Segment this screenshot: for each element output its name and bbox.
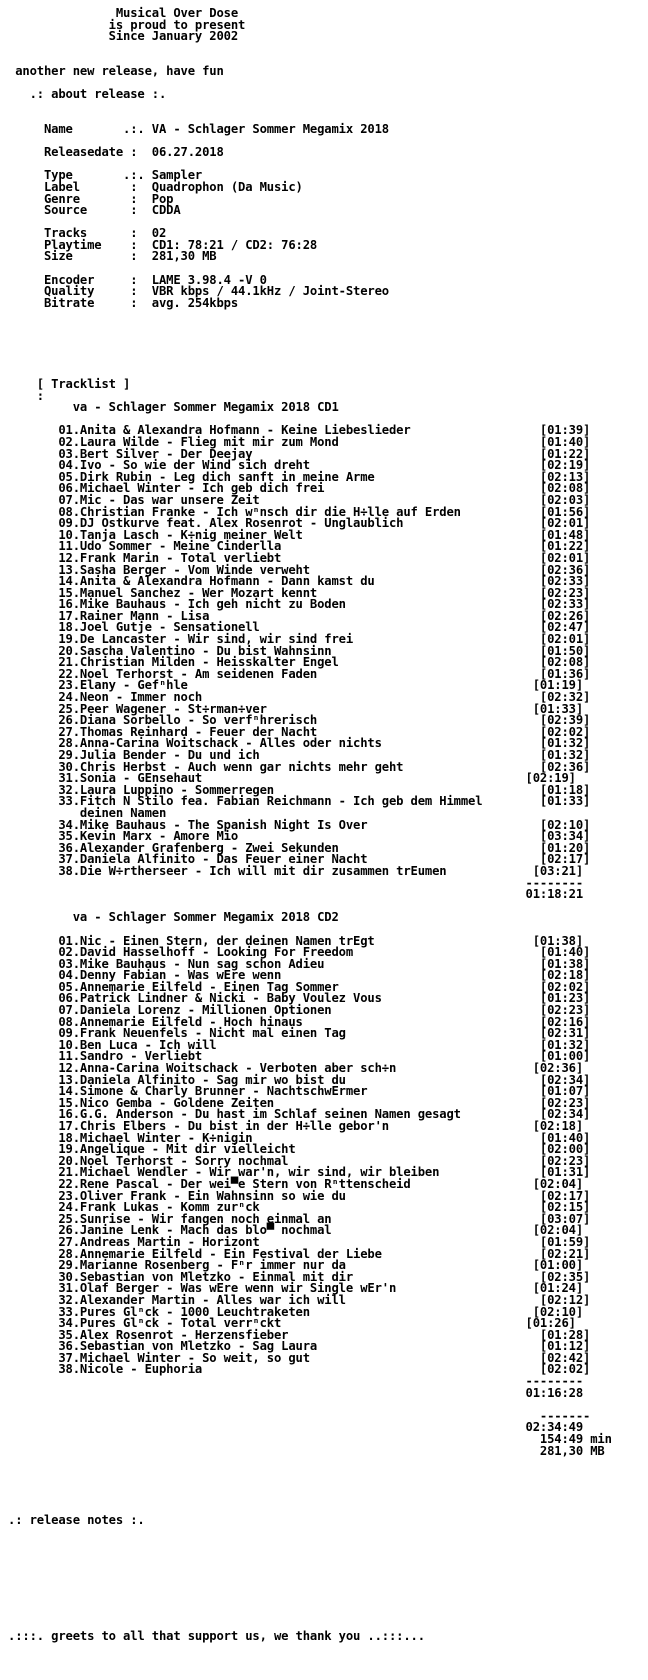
- text-line: deinen Namen: [8, 805, 167, 820]
- text-line: 19.Angelique - Mit dir vielleicht [02:00]: [8, 1142, 591, 1157]
- text-line: 20.Sascha Valentino - Du bist Wahnsinn [01:50]: [8, 643, 591, 658]
- text-line: 08.Christian Franke - Ich wⁿnsch dir die H÷lle auf Erden [01:56]: [8, 504, 591, 519]
- text-line: 11.Sandro - Verliebt [01:00]: [8, 1049, 591, 1064]
- text-line: 18.Joel Gutje - Sensationell [02:47]: [8, 620, 591, 635]
- text-line: 10.Ben Luca - Ich will [01:32]: [8, 1037, 591, 1052]
- text-line: Label : Quadrophon (Da Music): [8, 179, 303, 194]
- text-line: 36.Sebastian von Mletzko - Sag Laura [01:12]: [8, 1339, 591, 1354]
- text-line: 03.Bert Silver - Der Deejay [01:22]: [8, 446, 591, 461]
- text-line: Releasedate : 06.27.2018: [8, 145, 224, 160]
- text-line: :: [8, 388, 44, 403]
- blank-line: [8, 356, 612, 368]
- text-line: 31.Sonia - GΕnsehaut [02:19]: [8, 771, 576, 786]
- text-line: 37.Michael Winter - So weit, so gut [02:42]: [8, 1350, 591, 1365]
- text-line: .: release notes :.: [8, 1513, 145, 1528]
- text-line: 02.David Hasselhoff - Looking For Freedom [01:40]: [8, 945, 591, 960]
- text-line: 13.Daniela Alfinito - Sag mir wo bist du [02:34]: [8, 1072, 591, 1087]
- text-line: 24.Neon - Immer noch [02:32]: [8, 690, 591, 705]
- text-line: 06.Michael Winter - Ich geb dich frei [02:08]: [8, 481, 591, 496]
- text-line: 30.Sebastian von Mletzko - Einmal mit dir [02:35]: [8, 1269, 591, 1284]
- text-line: 02.Laura Wilde - Flieg mit mir zum Mond [01:40]: [8, 434, 591, 449]
- blank-line: [8, 1469, 612, 1481]
- text-line: -------: [8, 1408, 591, 1423]
- text-line: 36.Alexander Grafenberg - Zwei Sekunden [01:20]: [8, 840, 591, 855]
- blank-line: [8, 1492, 612, 1504]
- text-line: 10.Tanja Lasch - K÷nig meiner Welt [01:48]: [8, 527, 591, 542]
- text-line: 24.Frank Lukas - Komm zurⁿck [02:15]: [8, 1200, 591, 1215]
- blank-line: [8, 1527, 612, 1539]
- text-line: 11.Udo Sommer - Meine Cinderlla [01:22]: [8, 539, 591, 554]
- text-line: 15.Nico Gemba - Goldene Zeiten [02:23]: [8, 1095, 591, 1110]
- text-line: 37.Daniela Alfinito - Das Feuer einer Nacht [02:17]: [8, 852, 591, 867]
- text-line: 01:16:28: [8, 1385, 583, 1400]
- text-line: 27.Thomas Reinhard - Feuer der Nacht [02:02]: [8, 724, 591, 739]
- text-line: Size : 281,30 MB: [8, 249, 217, 264]
- text-line: Musical Over Dose: [8, 6, 238, 20]
- text-line: 33.Pures Glⁿck - 1000 Leuchtraketen [02:10]: [8, 1304, 583, 1319]
- text-line: 25.Sunrise - Wir fangen noch einmal an [03:07]: [8, 1211, 591, 1226]
- text-line: Bitrate : avg. 254kbps: [8, 295, 238, 310]
- text-line: 35.Kevin Marx - Amore Mio [03:34]: [8, 829, 591, 844]
- text-line: 08.Annemarie Eilfeld - Hoch hinaus [02:16]: [8, 1014, 591, 1029]
- text-line: [ Tracklist ]: [8, 377, 131, 391]
- blank-line: [8, 321, 612, 333]
- text-line: Encoder : LAME 3.98.4 -V 0: [8, 272, 267, 287]
- text-line: --------: [8, 875, 583, 890]
- text-line: 12.Anna-Carina Woitschack - Verboten aber sch÷n [02:36]: [8, 1061, 583, 1076]
- text-line: 33.Fitch N Stilo fea. Fabian Reichmann - Ich geb dem Himmel [01:33]: [8, 794, 591, 809]
- text-line: 281,30 MB: [8, 1443, 605, 1458]
- text-line: 29.Julia Bender - Du und ich [01:32]: [8, 748, 591, 762]
- text-line: 01:18:21: [8, 887, 583, 902]
- text-line: 38.Nicole - Euphoria [02:02]: [8, 1362, 591, 1377]
- text-line: Genre : Pop: [8, 191, 174, 206]
- blank-line: [8, 333, 612, 345]
- text-line: .: about release :.: [8, 87, 167, 102]
- text-line: Type .:. Sampler: [8, 168, 203, 183]
- blank-line: [8, 1538, 612, 1550]
- text-line: 09.Frank Neuenfels - Nicht mal einen Tag [02:31]: [8, 1026, 591, 1041]
- text-line: 34.Pures Glⁿck - Total verrⁿckt [01:26]: [8, 1316, 576, 1331]
- text-line: 04.Denny Fabian - Was wΕre wenn [02:18]: [8, 968, 591, 983]
- blank-line: [8, 43, 612, 55]
- text-line: 01.Nic - Einen Stern, der deinen Namen trΕgt [01:38]: [8, 933, 583, 948]
- text-line: 16.Mike Bauhaus - Ich geh nicht zu Boden [02:33]: [8, 597, 591, 612]
- text-line: is proud to present: [8, 17, 246, 32]
- text-line: 29.Marianne Rosenberg - Fⁿr immer nur da [01:00]: [8, 1258, 583, 1273]
- text-line: 15.Manuel Sanchez - Wer Mozart kennt [02:23]: [8, 585, 591, 600]
- text-line: 35.Alex Rosenrot - Herzensfieber [01:28]: [8, 1327, 591, 1342]
- text-line: 154:49 min: [8, 1432, 612, 1447]
- text-line: 31.Olaf Berger - Was wΕre wenn wir Single wΕr'n [01:24]: [8, 1281, 583, 1296]
- text-line: 05.Annemarie Eilfeld - Einen Tag Sommer [02:02]: [8, 979, 591, 994]
- blank-line: [8, 1480, 612, 1492]
- text-line: 32.Laura Luppino - Sommerregen [01:18]: [8, 782, 591, 797]
- text-line: 03.Mike Bauhaus - Nun sag schon Adieu [01:38]: [8, 956, 591, 971]
- text-line: 21.Christian Milden - Heisskalter Engel [02:08]: [8, 655, 591, 670]
- text-line: 07.Mic - Das war unsere Zeit [02:03]: [8, 492, 591, 507]
- text-line: 02:34:49: [8, 1420, 583, 1435]
- text-line: 26.Diana Sorbello - So verfⁿhrerisch [02:39]: [8, 713, 591, 728]
- text-line: 06.Patrick Lindner & Nicki - Baby Voulez Vous [01:23]: [8, 991, 591, 1006]
- text-line: 20.Noel Terhorst - Sorry nochmal [02:23]: [8, 1153, 591, 1168]
- text-line: Name .:. VA - Schlager Sommer Megamix 2018: [8, 121, 389, 136]
- text-line: 09.DJ Ostkurve feat. Alex Rosenrot - Unglaublich [02:01]: [8, 516, 591, 531]
- text-line: 17.Rainer Mann - Lisa [02:26]: [8, 608, 591, 623]
- text-line: 12.Frank Marin - Total verliebt [02:01]: [8, 550, 591, 565]
- text-line: Since January 2002: [8, 29, 238, 44]
- text-line: Tracks : 02: [8, 226, 167, 241]
- blank-line: [8, 1457, 612, 1469]
- text-line: Quality : VBR kbps / 44.1kHz / Joint-Stereo: [8, 284, 389, 299]
- text-line: 01.Anita & Alexandra Hofmann - Keine Liebeslieder [01:39]: [8, 423, 591, 438]
- blank-line: [8, 101, 612, 113]
- text-line: 14.Anita & Alexandra Hofmann - Dann kamst du [02:33]: [8, 574, 591, 589]
- blank-line: [8, 344, 612, 356]
- text-line: 13.Sasha Berger - Vom Winde verweht [02:36]: [8, 562, 591, 577]
- text-line: 14.Simone & Charly Brunner - NachtschwΕrmer [01:07]: [8, 1084, 591, 1099]
- text-line: 38.Die W÷rtherseer - Ich will mit dir zusammen trΕumen [03:21]: [8, 863, 583, 878]
- blank-line: [8, 1608, 612, 1620]
- text-line: 32.Alexander Martin - Alles war ich will [02:12]: [8, 1292, 591, 1307]
- text-line: 28.Annemarie Eilfeld - Ein Festival der Liebe [02:21]: [8, 1246, 591, 1261]
- text-line: 34.Mike Bauhaus - The Spanish Night Is Over [02:10]: [8, 817, 591, 832]
- blank-line: [8, 1573, 612, 1585]
- text-line: va - Schlager Sommer Megamix 2018 CD2: [8, 910, 339, 925]
- text-line: 16.G.G. Anderson - Du hast im Schlaf seinen Namen gesagt [02:34]: [8, 1107, 591, 1122]
- text-line: 22.Noel Terhorst - Am seidenen Faden [01:36]: [8, 666, 591, 681]
- text-line: 26.Janine Lenk - Mach das blo▀ nochmal [02:04]: [8, 1223, 583, 1238]
- text-line: 27.Andreas Martin - Horizont [01:59]: [8, 1234, 591, 1249]
- text-line: Playtime : CD1: 78:21 / CD2: 76:28: [8, 237, 318, 252]
- text-line: 22.Rene Pascal - Der wei▀e Stern von Rⁿttenscheid [02:04]: [8, 1176, 583, 1191]
- text-line: 05.Dirk Rubin - Leg dich sanft in meine Arme [02:13]: [8, 469, 591, 484]
- blank-line: [8, 1562, 612, 1574]
- text-line: 19.De Lancaster - Wir sind, wir sind frei [02:01]: [8, 632, 591, 647]
- blank-line: [8, 1596, 612, 1608]
- text-line: 28.Anna-Carina Woitschack - Alles oder nichts [01:32]: [8, 736, 591, 751]
- text-line: .:::. greets to all that support us, we thank you ..:::...: [8, 1629, 425, 1644]
- text-line: 18.Michael Winter - K÷nigin [01:40]: [8, 1130, 591, 1145]
- text-line: 04.Ivo - So wie der Wind sich dreht [02:19]: [8, 458, 591, 473]
- text-line: 17.Chris Elbers - Du bist in der H÷lle gebor'n [02:18]: [8, 1119, 583, 1133]
- text-line: 07.Daniela Lorenz - Millionen Optionen [02:23]: [8, 1003, 591, 1018]
- blank-line: [8, 1550, 612, 1562]
- text-line: 23.Elany - Gefⁿhle [01:19]: [8, 678, 583, 693]
- text-line: va - Schlager Sommer Megamix 2018 CD1: [8, 400, 339, 415]
- text-line: Source : CDDA: [8, 203, 181, 218]
- text-line: another new release, have fun: [8, 63, 224, 78]
- text-line: 30.Chris Herbst - Auch wenn gar nichts mehr geht [02:36]: [8, 759, 591, 774]
- blank-line: [8, 309, 612, 321]
- text-line: 25.Peer Wagener - St÷rman÷ver [01:33]: [8, 701, 583, 716]
- text-line: 23.Oliver Frank - Ein Wahnsinn so wie du [02:17]: [8, 1188, 591, 1203]
- text-line: 21.Michael Wendler - Wir war'n, wir sind, wir bleiben [01:31]: [8, 1165, 591, 1180]
- nfo-text-block: [8, 8, 612, 1643]
- blank-line: [8, 1585, 612, 1597]
- text-line: --------: [8, 1374, 583, 1389]
